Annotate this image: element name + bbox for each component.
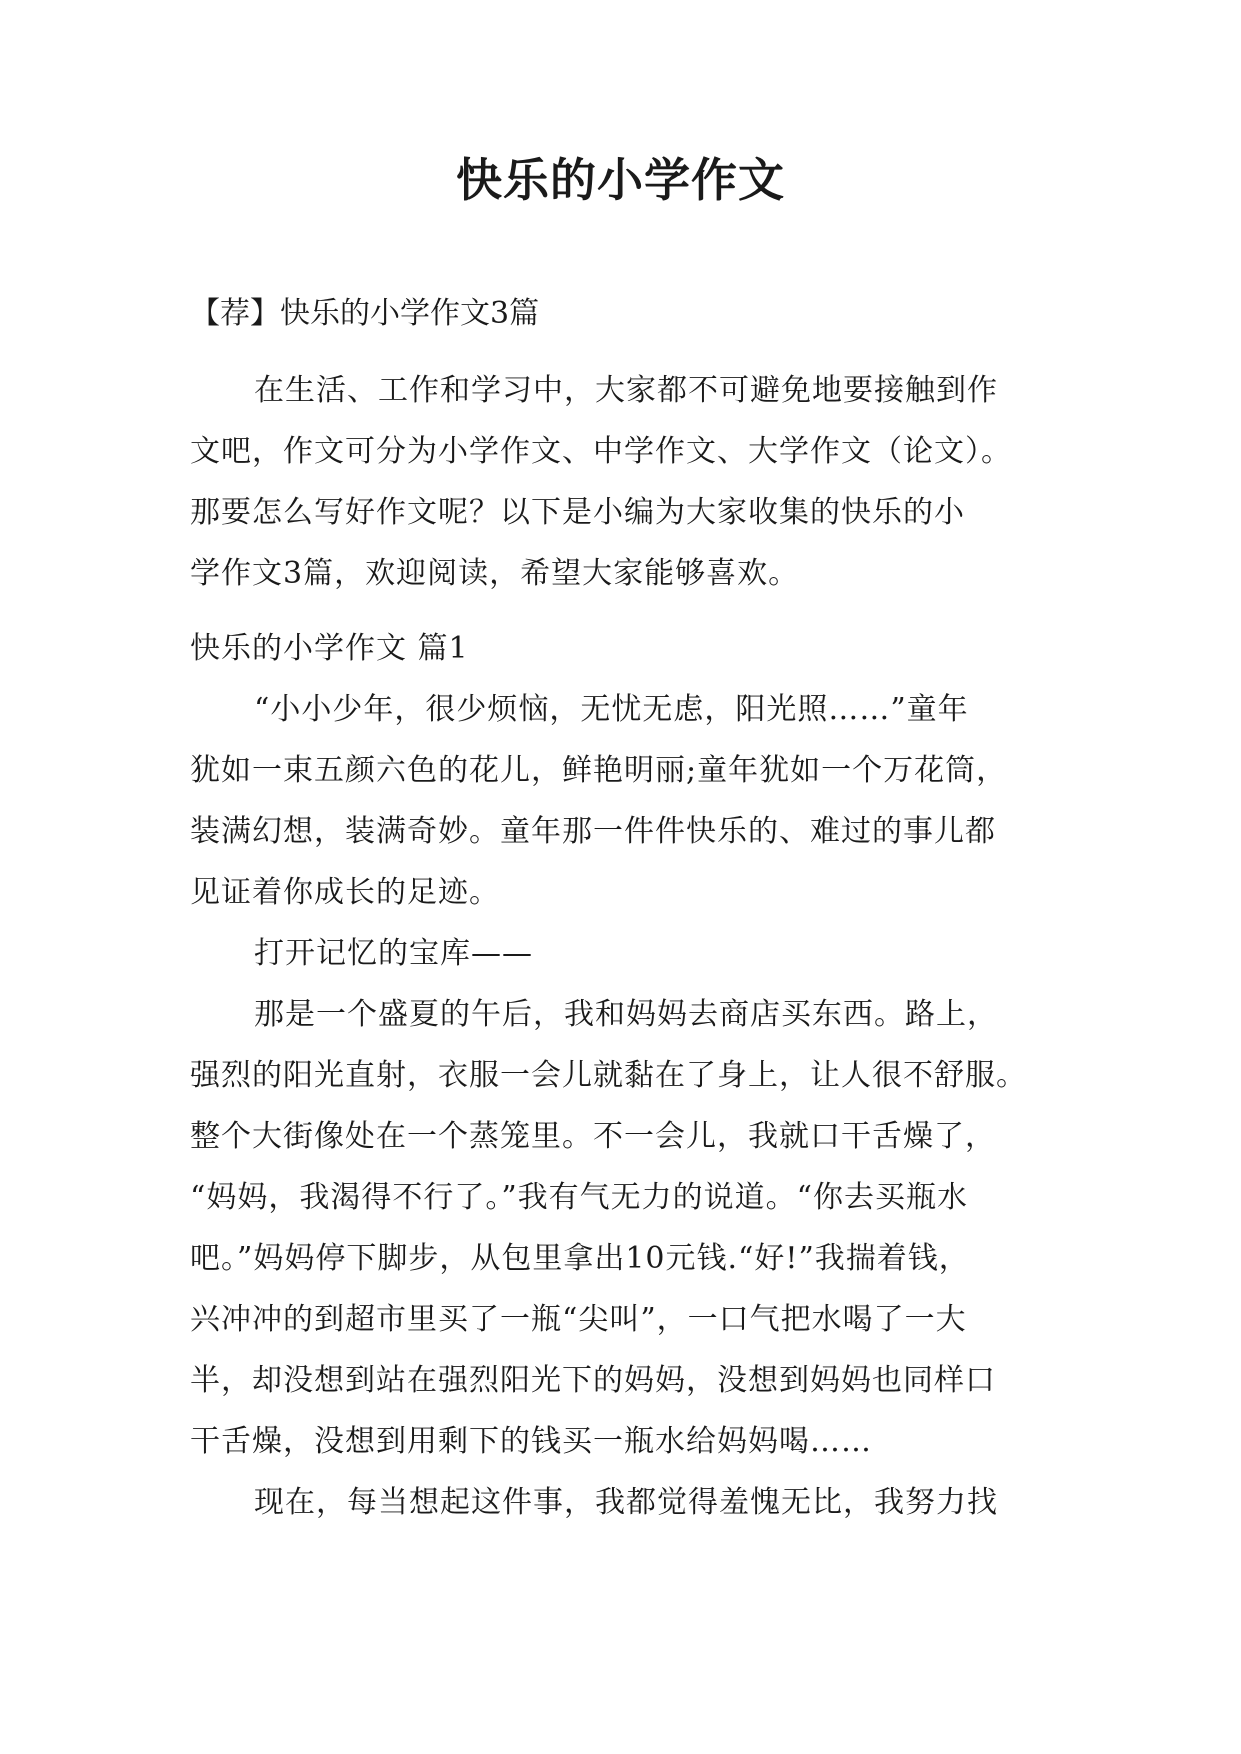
intro-line: 文吧，作文可分为小学作文、中学作文、大学作文（论文）。 xyxy=(190,434,1012,469)
para4-line: 现在，每当想起这件事，我都觉得羞愧无比，我努力找 xyxy=(254,1485,998,1520)
intro-line: 学作文3篇，欢迎阅读，希望大家能够喜欢。 xyxy=(190,556,800,591)
intro-paragraph xyxy=(190,360,1070,604)
para2-line: 打开记忆的宝库—— xyxy=(254,936,533,971)
intro-line: 那要怎么写好作文呢？以下是小编为大家收集的快乐的小 xyxy=(190,495,965,530)
para3-line: 整个大街像处在一个蒸笼里。不一会儿，我就口干舌燥了， xyxy=(190,1119,996,1154)
para3-line: 干舌燥，没想到用剩下的钱买一瓶水给妈妈喝…… xyxy=(190,1424,872,1459)
intro-line: 在生活、工作和学习中，大家都不可避免地要接触到作 xyxy=(254,373,998,408)
para1-line: 装满幻想，装满奇妙。童年那一件件快乐的、难过的事儿都 xyxy=(190,814,996,849)
page-title: 快乐的小学作文 xyxy=(456,153,785,207)
para3-line: 半，却没想到站在强烈阳光下的妈妈，没想到妈妈也同样口 xyxy=(190,1363,996,1398)
para3-line: 强烈的阳光直射，衣服一会儿就黏在了身上，让人很不舒服。 xyxy=(190,1058,1027,1093)
para1-line: 犹如一束五颜六色的花儿，鲜艳明丽;童年犹如一个万花筒， xyxy=(190,753,1008,788)
para3-line: 吧。”妈妈停下脚步，从包里拿出10元钱.“好!”我揣着钱， xyxy=(190,1241,970,1276)
para3-line: “妈妈，我渴得不行了。”我有气无力的说道。“你去买瓶水 xyxy=(190,1180,969,1215)
para1-line: “小小少年，很少烦恼，无忧无虑，阳光照……”童年 xyxy=(254,692,969,727)
para3-line: 兴冲冲的到超市里买了一瓶“尖叫”，一口气把水喝了一大 xyxy=(190,1302,967,1337)
para3-line: 那是一个盛夏的午后，我和妈妈去商店买东西。路上， xyxy=(254,997,998,1032)
section-heading: 快乐的小学作文 篇1 xyxy=(190,631,469,666)
recommend-line: 【荐】快乐的小学作文3篇 xyxy=(190,296,540,331)
essay-body xyxy=(190,618,1070,1533)
para1-line: 见证着你成长的足迹。 xyxy=(190,875,500,910)
